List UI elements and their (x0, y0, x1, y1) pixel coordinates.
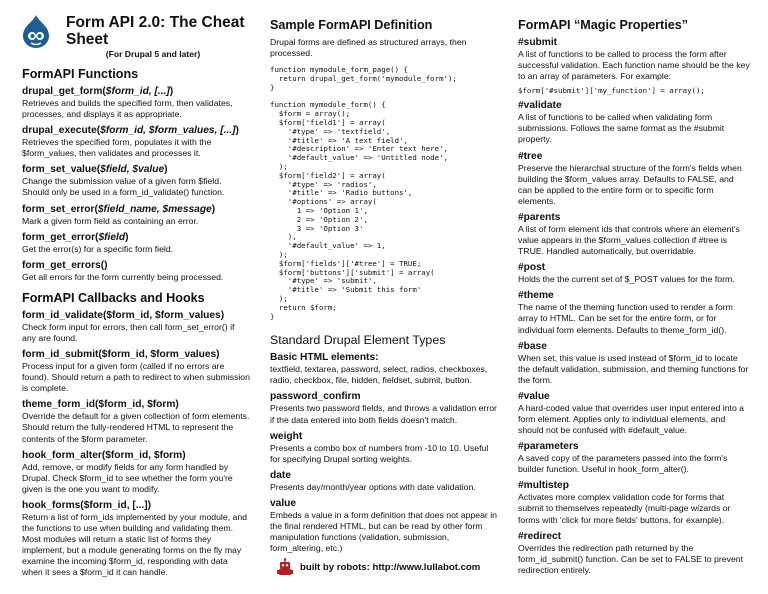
property-name: #tree (518, 150, 543, 162)
function-name: form_set_value (22, 164, 97, 176)
page-subtitle: (For Drupal 5 and later) (105, 49, 201, 59)
callback-signature: hook_form_alter($form_id, $form) (22, 449, 186, 461)
property-name: #post (518, 262, 546, 274)
function-args: $field (98, 231, 126, 243)
page-title: Form API 2.0: The Cheat Sheet (66, 14, 245, 48)
property-entry (518, 441, 750, 475)
function-entry (22, 260, 250, 283)
function-description: Change the submission value of a given form $field. Should only be used in a form_id_validate() function. (22, 176, 225, 198)
callback-description: Return a list of form_ids implemented by your module, and the functions to use when building and validating them. Most modules will return a static list of forms they implement, but a module generating forms on the fly may examine the incoming $form_id, responding with data when it sees a $form_id it can handle. (22, 511, 248, 578)
elements-list (270, 352, 500, 554)
elements-heading: Standard Drupal Element Types (270, 333, 446, 348)
function-signature: drupal_get_form($form_id, [...]) (22, 86, 174, 97)
function-args: $field, $value (100, 164, 165, 176)
footer-credit (276, 558, 480, 576)
function-entry (22, 164, 250, 198)
element-type-entry (270, 498, 500, 554)
property-entry (518, 531, 750, 576)
property-entry (518, 262, 750, 285)
element-type-description: Embeds a value in a form definition that does not appear in the final rendered HTML, but can be read by other form manipulation functions (validation, submission, form_altering, etc.) (270, 509, 497, 554)
function-signature: form_set_error($field_name, $message) (22, 203, 216, 215)
property-name: #submit (518, 37, 558, 48)
element-type-name: password_confirm (270, 391, 361, 403)
function-description: Mark a given form field as containing an error. (22, 215, 199, 226)
property-description: A list of functions to be called when validating form submissions. Follows the same format as the #submit property. (518, 112, 725, 145)
property-description: Activates more complex validation code for forms that submit to themselves repeatedly (multi-page wizards or forms with 'click for more fields' buttons, for example). (518, 492, 731, 525)
property-name: #parents (518, 211, 561, 223)
property-name: #parameters (518, 441, 579, 453)
callback-description: Check form input for errors, then call form_set_error() if any are found. (22, 321, 235, 343)
robot-icon (276, 558, 294, 576)
element-type-name: value (270, 497, 297, 509)
functions-list (22, 86, 250, 283)
callback-signature: form_id_submit($form_id, $form_values) (22, 349, 220, 361)
function-description: Get the error(s) for a specific form field. (22, 243, 174, 254)
function-args: $field_name, $message (97, 203, 212, 215)
property-name: #theme (518, 290, 554, 302)
function-entry (22, 125, 250, 159)
element-type-description: Presents day/month/year options with date validation. (270, 481, 476, 492)
callback-entry (22, 399, 250, 444)
callback-entry (22, 450, 250, 495)
callback-description: Override the default for a given collection of form elements. Should return the fully-rendered HTML to represent the contents of the $form parameter. (22, 411, 250, 444)
property-entry (518, 100, 750, 145)
property-entry (518, 480, 750, 525)
function-description: Get all errors for the form currently being processed. (22, 271, 224, 282)
callbacks-heading: FormAPI Callbacks and Hooks (22, 290, 205, 305)
element-type-entry (270, 352, 500, 386)
drupal-drop-icon (22, 14, 50, 48)
property-description: Holds the the current set of $_POST values for the form. (518, 274, 735, 285)
functions-heading: FormAPI Functions (22, 67, 139, 81)
property-name: #value (518, 390, 550, 402)
sample-heading: Sample FormAPI Definition (270, 18, 433, 32)
element-type-description: Presents two password fields, and throws a validation error if the data entered into both fields doesn't match. (270, 403, 497, 425)
magic-heading: FormAPI “Magic Properties” (518, 18, 689, 32)
function-entry (22, 232, 250, 255)
sheet-header (22, 14, 250, 59)
function-name: form_set_error (22, 203, 95, 215)
property-entry (518, 37, 750, 95)
function-name: form_get_errors (22, 259, 101, 271)
function-args: $form_id, $form_values, [...] (100, 125, 236, 137)
property-description: A list of functions to be called to process the form after successful validation. Each function name should be the key to an array of parameters. For example: (518, 49, 750, 82)
element-type-name: Basic HTML elements: (270, 352, 379, 364)
property-entry (518, 391, 750, 436)
function-description: Retrieves and builds the specified form, then validates, processes, and displays it as appropriate. (22, 98, 233, 120)
property-entry (518, 290, 750, 335)
function-signature: form_get_error($field) (22, 231, 129, 243)
property-description: A hard-coded value that overrides user input entered into a form element. Applies only to individual elements, and should not be confused with #default_value. (518, 402, 745, 436)
left-column (22, 14, 250, 583)
function-entry (22, 204, 250, 227)
function-signature: form_set_value($field, $value) (22, 164, 168, 176)
callback-signature: form_id_validate($form_id, $form_values) (22, 309, 225, 321)
function-args: $form_id, [...] (105, 86, 170, 97)
function-name: drupal_get_form (22, 86, 103, 97)
property-description: Preserve the hierarchial structure of the form's fields when building the $form_values array. Defaults to FALSE, and can be applied to the entire form or to specific form elements. (518, 162, 742, 206)
function-signature: drupal_execute($form_id, $form_values, [...]) (22, 125, 239, 137)
callback-description: Process input for a given form (called if no errors are found). Should return a path to redirect to when submission is complete. (22, 361, 250, 394)
sample-code-block: function mymodule_form_page() { return drupal_get_form('mymodule_form'); } function mymodule_form() { $form = array(); $form['field1'] = array( '#type' => 'textfield', '#title' => 'A text field', '#description' => 'Enter text here', '#default_value' => 'Untitled node', ); $form['field2'] = array( '#type' => 'radios', '#title' => 'Radio buttons', '#options' => array( 1 => 'Option 1', 2 => 'Option 2', 3 => 'Option 3' ), '#default_value' => 1, ); $form['fields']['#tree'] = TRUE; $form['buttons']['submit'] = array( '#type' => 'submit', '#title' => 'Submit this form' ); return $form; } (270, 65, 457, 321)
callbacks-list (22, 310, 250, 579)
property-entry (518, 151, 750, 207)
property-name: #redirect (518, 530, 562, 542)
property-entry (518, 212, 750, 257)
property-entry (518, 341, 750, 386)
property-description: A list of form element ids that controls where an element's value appears in the $form_values collection if #tree is TRUE. Handled automatically, but overridable. (518, 223, 740, 257)
right-column (518, 14, 750, 581)
property-name: #multistep (518, 480, 569, 492)
callback-entry (22, 310, 250, 344)
function-signature: form_get_errors() (22, 259, 108, 271)
element-type-entry (270, 391, 500, 425)
element-type-entry (270, 431, 500, 465)
property-name: #validate (518, 100, 562, 112)
magic-list (518, 37, 750, 576)
function-description: Retrieves the specified form, populates it with the $form_values, then validates and processes it. (22, 137, 212, 159)
callback-description: Add, remove, or modify fields for any form handled by Drupal. Check $form_id to see whether the form you're given is the one you want to modify. (22, 461, 233, 494)
element-type-entry (270, 470, 500, 493)
sample-intro: Drupal forms are defined as structured arrays, then processed. (270, 37, 467, 59)
element-type-description: textfield, textarea, password, select, radios, checkboxes, radio, checkbox, file, hidden, fieldset, submit, button. (270, 364, 488, 386)
callback-entry (22, 349, 250, 394)
middle-column (270, 14, 500, 559)
element-type-description: Presents a combo box of numbers from -10 to 10. Useful for specifying Drupal sorting weights. (270, 442, 489, 464)
property-code-example: $form['#submit']['my_function'] = array(); (518, 86, 705, 96)
function-name: drupal_execute (22, 125, 97, 137)
property-description: The name of the theming function used to render a form array to HTML. Can be set for the entire form, or for individual form elements. Defaults to theme_form_id(). (518, 302, 733, 335)
function-entry (22, 86, 250, 120)
element-type-name: date (270, 469, 291, 481)
callback-entry (22, 500, 250, 579)
function-name: form_get_error (22, 231, 96, 243)
callback-signature: hook_forms($form_id, [...]) (22, 499, 152, 511)
footer-text: built by robots: http://www.lullabot.com (300, 561, 481, 573)
property-description: When set, this value is used instead of $form_id to locate the default validation, submission, and theming functions for the form. (518, 352, 749, 385)
callback-signature: theme_form_id($form_id, $form) (22, 399, 179, 411)
property-name: #base (518, 340, 547, 352)
element-type-name: weight (270, 430, 303, 442)
property-description: A saved copy of the parameters passed into the form's builder function. Useful in hook_form_alter(). (518, 453, 728, 475)
property-description: Overrides the redirection path returned by the form_id_submit() function. Can be set to FALSE to prevent redirection entirely. (518, 542, 744, 575)
